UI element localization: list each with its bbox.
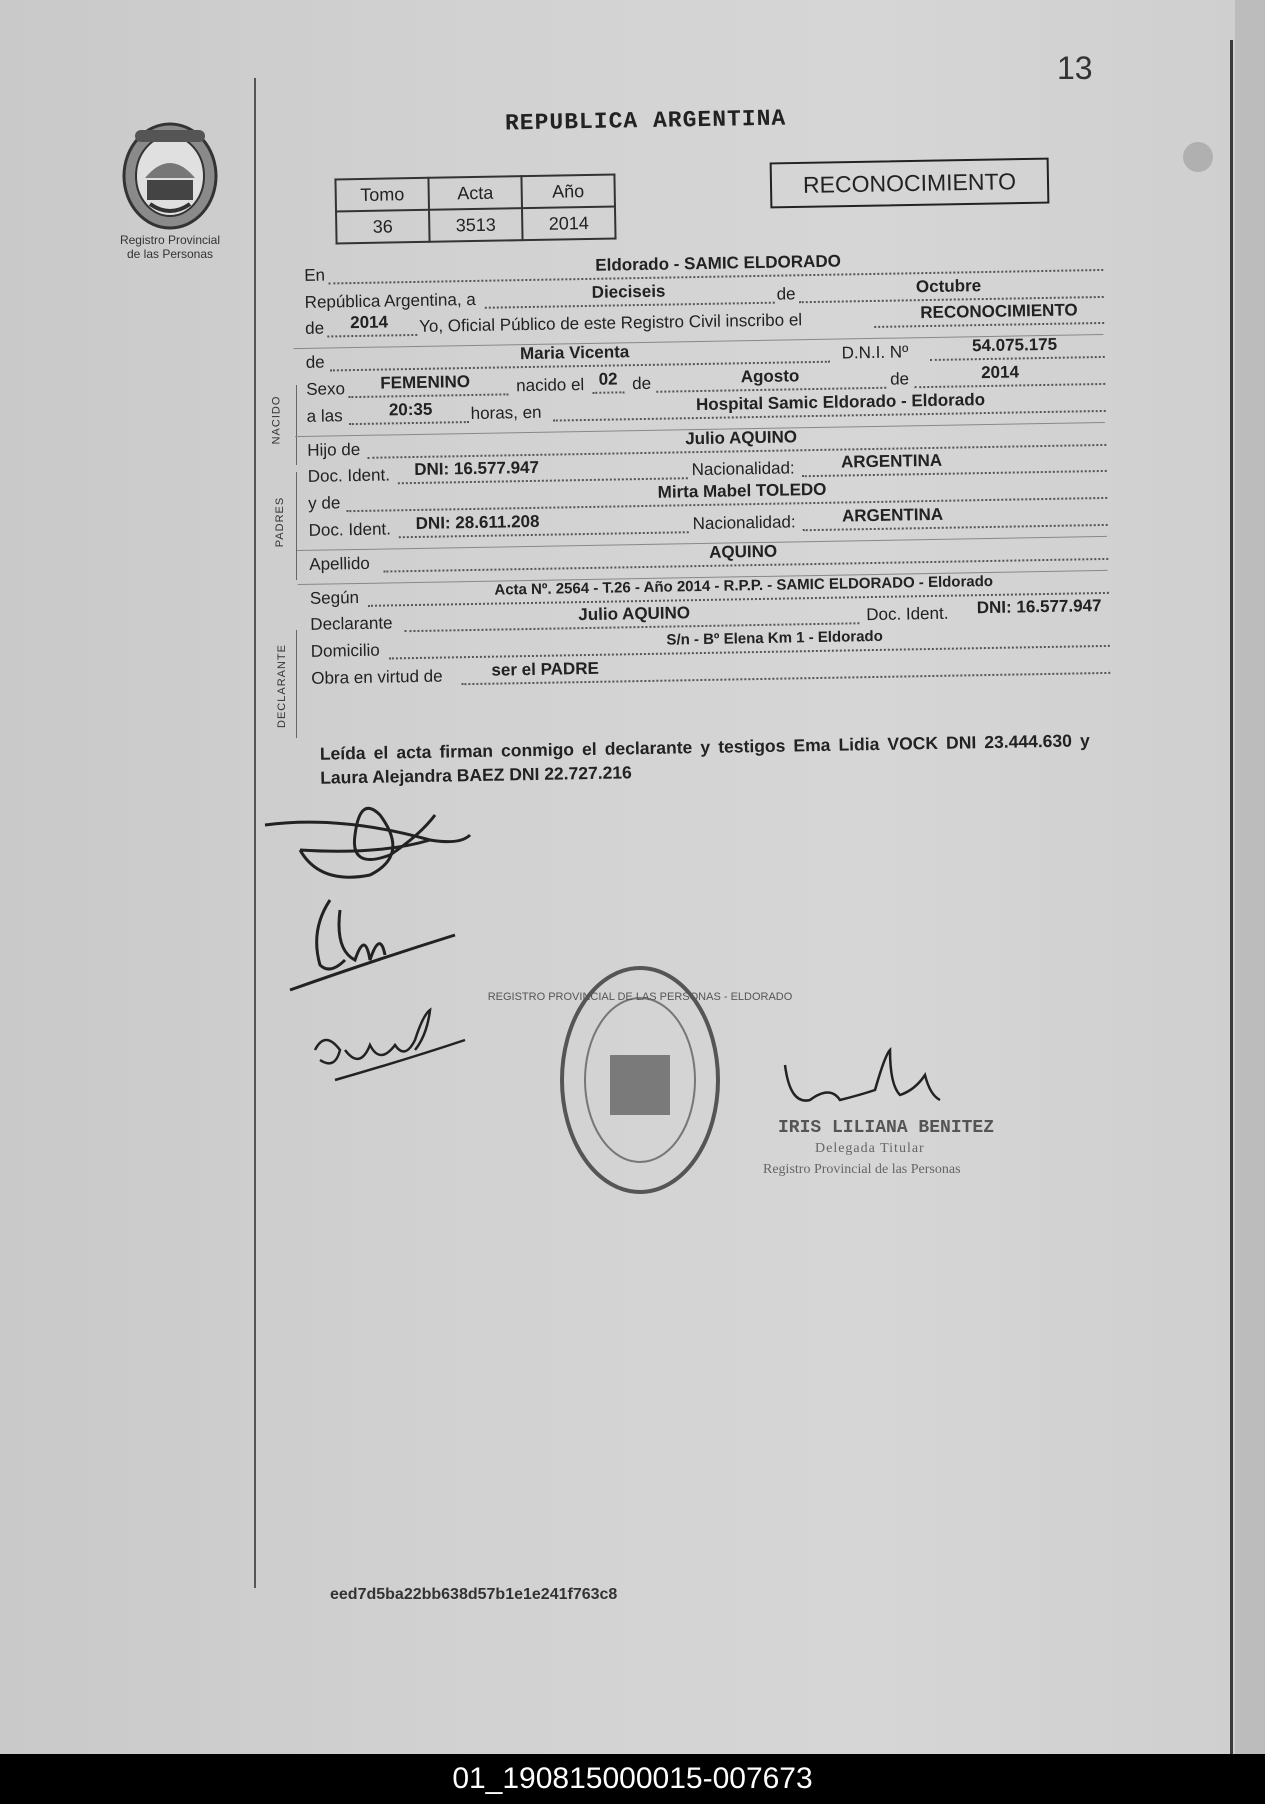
value-padre-nac: ARGENTINA bbox=[840, 451, 943, 472]
label-nacido-el: nacido el bbox=[516, 375, 585, 396]
label-a-las: a las bbox=[306, 406, 343, 426]
label-sexo: Sexo bbox=[306, 379, 346, 399]
label-de: de bbox=[776, 283, 796, 304]
value-anio: 2014 bbox=[349, 312, 389, 333]
declarante-rule bbox=[296, 630, 297, 738]
value-hora: 20:35 bbox=[388, 399, 433, 420]
registry-table bbox=[334, 174, 616, 245]
label-de-nombre: de bbox=[305, 352, 325, 373]
label-de-year: de bbox=[305, 318, 325, 339]
anio-value: 2014 bbox=[522, 207, 616, 241]
value-obra: ser el PADRE bbox=[491, 658, 600, 680]
value-madre: Mirta Mabel TOLEDO bbox=[657, 479, 827, 502]
value-declarante-doc: DNI: 16.577.947 bbox=[976, 596, 1102, 618]
label-nacionalidad-madre: Nacionalidad: bbox=[692, 512, 796, 534]
emblem-caption-line2: de las Personas bbox=[126, 247, 214, 261]
margin-rule bbox=[254, 78, 256, 1588]
value-acto: RECONOCIMIENTO bbox=[920, 300, 1078, 323]
value-lugar-nac: Hospital Samic Eldorado - Eldorado bbox=[695, 389, 986, 414]
label-hijo-de: Hijo de bbox=[307, 439, 361, 460]
document-title: REPUBLICA ARGENTINA bbox=[504, 105, 787, 137]
value-padre: Julio AQUINO bbox=[685, 426, 798, 448]
value-segun: Acta Nº. 2564 - T.26 - Año 2014 - R.P.P. - SAMIC ELDORADO - Eldorado bbox=[494, 572, 994, 599]
label-declarante: Declarante bbox=[310, 613, 393, 635]
value-domicilio: S/n - Bº Elena Km 1 - Eldorado bbox=[666, 628, 883, 649]
label-y-de: y de bbox=[308, 493, 341, 514]
stain bbox=[1183, 142, 1213, 172]
label-republica: República Argentina, a bbox=[304, 289, 476, 312]
emblem-caption-line1: Registro Provincial bbox=[119, 233, 221, 247]
footer-bar bbox=[0, 1754, 1265, 1804]
side-label-nacido: NACIDO bbox=[270, 395, 283, 445]
value-nac-anio: 2014 bbox=[980, 362, 1020, 383]
province-emblem bbox=[115, 118, 225, 238]
label-segun: Según bbox=[309, 587, 360, 608]
acta-header: Acta bbox=[428, 176, 522, 210]
side-label-padres: PADRES bbox=[274, 496, 287, 548]
footer-id: 01_190815000015-007673 bbox=[452, 1762, 813, 1795]
value-mes: Octubre bbox=[915, 275, 982, 296]
official-seal bbox=[487, 960, 793, 1200]
official-signature bbox=[780, 1045, 950, 1125]
anio-header: Año bbox=[521, 175, 615, 209]
official-office: Registro Provincial de las Personas bbox=[763, 1162, 961, 1177]
label-doc-ident-madre: Doc. Ident. bbox=[308, 519, 392, 540]
padres-rule bbox=[296, 472, 297, 580]
act-type-box: RECONOCIMIENTO bbox=[770, 158, 1050, 209]
label-de-anio: de bbox=[889, 369, 910, 389]
value-madre-doc: DNI: 28.611.208 bbox=[415, 511, 540, 533]
value-madre-nac: ARGENTINA bbox=[841, 504, 944, 526]
seal-text: REGISTRO PROVINCIAL DE LAS PERSONAS - ELDORADO bbox=[487, 991, 793, 1003]
label-de-mes: de bbox=[632, 373, 652, 394]
value-padre-doc: DNI: 16.577.947 bbox=[414, 458, 540, 480]
official-role: Delegada Titular bbox=[815, 1141, 925, 1156]
label-doc-ident: Doc. Ident. bbox=[307, 465, 391, 487]
document-hash: eed7d5ba22bb638d57b1e1e241f763c8 bbox=[330, 1586, 618, 1603]
label-dni: D.N.I. Nº bbox=[841, 342, 909, 363]
value-nac-dia: 02 bbox=[598, 369, 618, 389]
label-nacionalidad: Nacionalidad: bbox=[691, 458, 795, 480]
act-form bbox=[298, 248, 1110, 692]
label-doc-ident-declarante: Doc. Ident. bbox=[866, 604, 949, 625]
signature-3 bbox=[305, 1000, 475, 1090]
value-apellido: AQUINO bbox=[708, 541, 778, 562]
label-domicilio: Domicilio bbox=[310, 640, 380, 661]
value-dni: 54.075.175 bbox=[971, 334, 1058, 356]
nacido-rule bbox=[296, 385, 297, 465]
value-dia: Dieciseis bbox=[591, 281, 666, 302]
official-name: IRIS LILIANA BENITEZ bbox=[778, 1118, 995, 1138]
label-inscribo: Yo, Oficial Público de este Registro Civil inscribo el bbox=[418, 310, 803, 337]
closing-text: Leída el acta firman conmigo el declarante y testigos Ema Lidia VOCK DNI 23.444.630 y Laura Alejandra BAEZ DNI 22.727.216 bbox=[319, 730, 1090, 788]
page-edge bbox=[1230, 40, 1233, 1755]
signature-2 bbox=[285, 890, 465, 1000]
label-en: En bbox=[304, 265, 326, 285]
tomo-header: Tomo bbox=[335, 178, 429, 212]
label-horas-en: horas, en bbox=[470, 402, 542, 423]
page-number: 13 bbox=[1057, 50, 1093, 86]
value-lugar: Eldorado - SAMIC ELDORADO bbox=[595, 251, 842, 275]
value-sexo: FEMENINO bbox=[380, 372, 471, 393]
signature-1 bbox=[260, 795, 480, 895]
acta-value: 3513 bbox=[429, 208, 523, 242]
emblem-caption bbox=[100, 233, 240, 261]
value-declarante: Julio AQUINO bbox=[578, 603, 691, 625]
label-apellido: Apellido bbox=[309, 553, 370, 574]
label-obra: Obra en virtud de bbox=[311, 666, 443, 688]
value-nombre: Maria Vicenta bbox=[519, 342, 630, 364]
side-label-declarante: DECLARANTE bbox=[275, 644, 288, 728]
tomo-value: 36 bbox=[336, 210, 430, 244]
value-nac-mes: Agosto bbox=[740, 366, 800, 387]
